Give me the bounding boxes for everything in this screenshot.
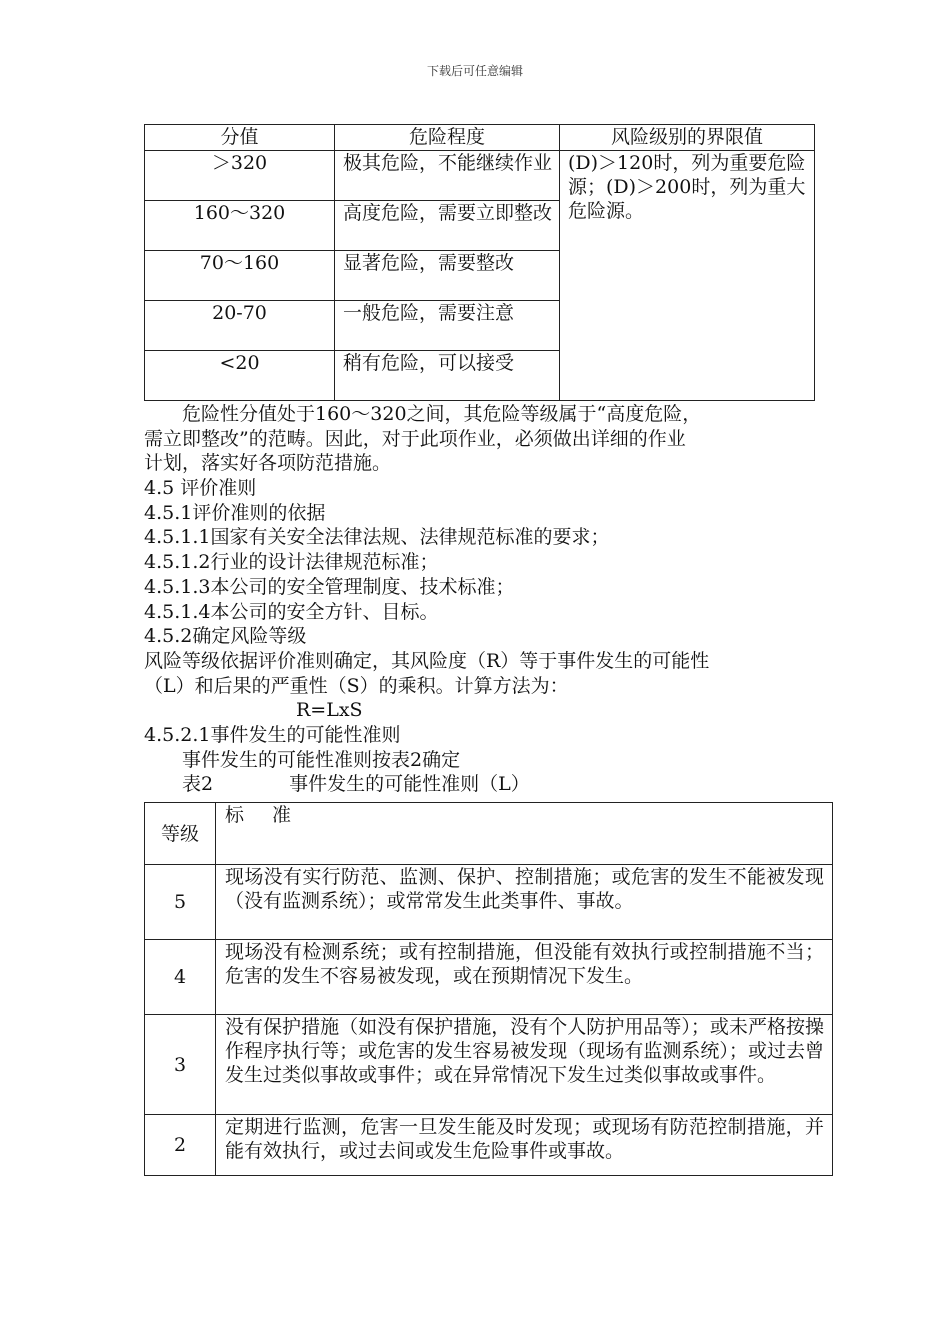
section-heading: 4.5.2.1事件发生的可能性准则 bbox=[144, 723, 401, 746]
body-line: 需立即整改”的范畴。因此，对于此项作业，必须做出详细的作业 bbox=[144, 427, 686, 450]
header-standard: 标准 bbox=[216, 803, 833, 865]
formula: R=LxS bbox=[144, 699, 363, 722]
table-row bbox=[145, 151, 815, 201]
standard-cell: 现场没有检测系统；或有控制措施，但没能有效执行或控制措施不当；危害的发生不容易被发现，或在预期情况下发生。 bbox=[216, 940, 833, 1015]
body-line: 事件发生的可能性准则按表2确定 bbox=[144, 748, 461, 771]
header-grade: 等级 bbox=[145, 803, 216, 865]
body-line: 4.5.1.2行业的设计法律规范标准； bbox=[144, 551, 439, 574]
score-cell: 20-70 bbox=[145, 301, 335, 351]
body-line: 4.5.1.1国家有关安全法律法规、法律规范标准的要求； bbox=[144, 526, 610, 549]
header-risk-limit: 风险级别的界限值 bbox=[560, 125, 815, 151]
degree-cell: 显著危险，需要整改 bbox=[335, 251, 560, 301]
table-header-row bbox=[145, 803, 833, 865]
section-heading: 4.5.2确定风险等级 bbox=[144, 625, 307, 648]
table-row bbox=[145, 1115, 833, 1176]
grade-cell: 2 bbox=[145, 1115, 216, 1176]
table-row bbox=[145, 1015, 833, 1115]
score-cell: 160～320 bbox=[145, 201, 335, 251]
body-line: 计划，落实好各项防范措施。 bbox=[144, 452, 392, 475]
table-caption: 表2 事件发生的可能性准则（L） bbox=[144, 773, 530, 796]
section-heading: 4.5.1评价准则的依据 bbox=[144, 501, 326, 524]
standard-cell: 现场没有实行防范、监测、保护、控制措施；或危害的发生不能被发现（没有监测系统）；或常常发生此类事件、事故。 bbox=[216, 865, 833, 940]
degree-cell: 极其危险，不能继续作业 bbox=[335, 151, 560, 201]
table-row bbox=[145, 865, 833, 940]
body-line: 危险性分值处于160～320之间，其危险等级属于“高度危险， bbox=[144, 403, 702, 425]
score-cell: <20 bbox=[145, 351, 335, 401]
degree-cell: 高度危险，需要立即整改 bbox=[335, 201, 560, 251]
body-text bbox=[144, 402, 709, 797]
body-line: 4.5.1.3本公司的安全管理制度、技术标准； bbox=[144, 575, 515, 598]
score-cell: 70～160 bbox=[145, 251, 335, 301]
likelihood-criteria-table bbox=[144, 802, 833, 1176]
score-cell: ＞320 bbox=[145, 151, 335, 201]
table-header-row bbox=[145, 125, 815, 151]
table-row bbox=[145, 940, 833, 1015]
degree-cell: 一般危险，需要注意 bbox=[335, 301, 560, 351]
standard-cell: 定期进行监测，危害一旦发生能及时发现；或现场有防范控制措施，并能有效执行，或过去间或发生危险事件或事故。 bbox=[216, 1115, 833, 1176]
degree-cell: 稍有危险，可以接受 bbox=[335, 351, 560, 401]
grade-cell: 3 bbox=[145, 1015, 216, 1115]
body-line: 风险等级依据评价准则确定，其风险度（R）等于事件发生的可能性 bbox=[144, 649, 710, 672]
body-line: （L）和后果的严重性（S）的乘积。计算方法为： bbox=[144, 674, 569, 697]
section-heading: 4.5 评价准则 bbox=[144, 477, 257, 500]
standard-cell: 没有保护措施（如没有保护措施，没有个人防护用品等）；或未严格按操作程序执行等；或危害的发生容易被发现（现场有监测系统）；或过去曾发生过类似事故或事件；或在异常情况下发生过类似事故或事件。 bbox=[216, 1015, 833, 1115]
page-header: 下载后可任意编辑 bbox=[426, 64, 523, 78]
grade-cell: 4 bbox=[145, 940, 216, 1015]
header-score: 分值 bbox=[145, 125, 335, 151]
risk-limit-cell: (D)＞120时，列为重要危险源；(D)＞200时，列为重大危险源。 bbox=[560, 151, 815, 401]
body-line: 4.5.1.4本公司的安全方针、目标。 bbox=[144, 600, 439, 623]
grade-cell: 5 bbox=[145, 865, 216, 940]
header-danger-degree: 危险程度 bbox=[335, 125, 560, 151]
risk-score-table bbox=[144, 124, 815, 401]
